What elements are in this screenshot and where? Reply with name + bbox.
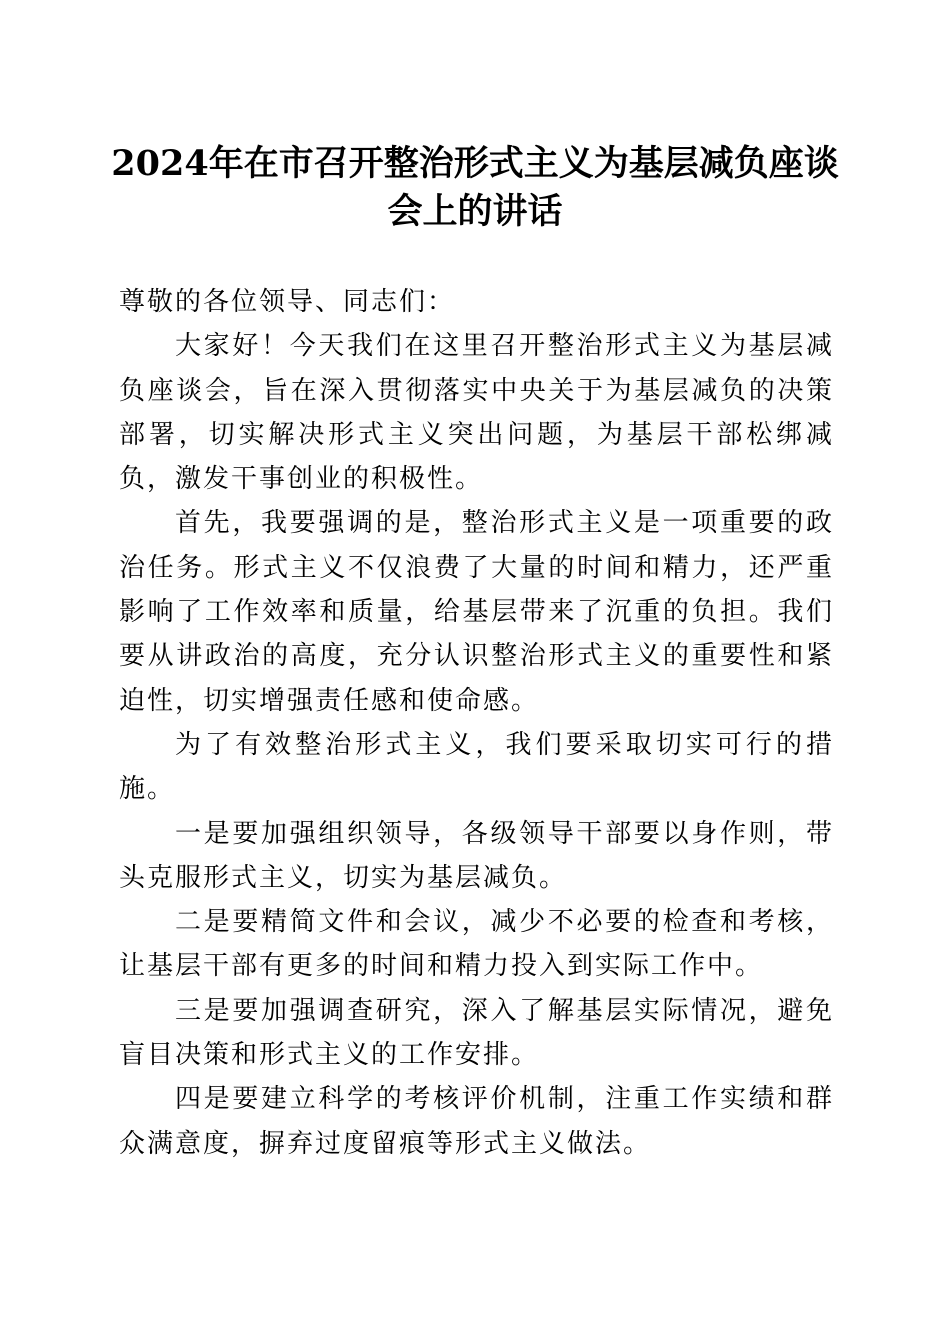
paragraph-measure-1: 一是要加强组织领导，各级领导干部要以身作则，带头克服形式主义，切实为基层减负。 bbox=[119, 818, 834, 893]
document-title: 2024年在市召开整治形式主义为基层减负座谈会上的讲话 bbox=[111, 143, 839, 232]
salutation: 尊敬的各位领导、同志们： bbox=[119, 287, 456, 317]
paragraph-measure-4: 四是要建立科学的考核评价机制，注重工作实绩和群众满意度，摒弃过度留痕等形式主义做法。 bbox=[119, 1084, 834, 1159]
paragraph-importance: 首先，我要强调的是，整治形式主义是一项重要的政治任务。形式主义不仅浪费了大量的时间和精力，还严重影响了工作效率和质量，给基层带来了沉重的负担。我们要从讲政治的高度，充分认识整治形式主义的重要性和紧迫性，切实增强责任感和使命感。 bbox=[119, 508, 834, 716]
document-body bbox=[119, 280, 834, 1166]
paragraph-measures-intro: 为了有效整治形式主义，我们要采取切实可行的措施。 bbox=[119, 729, 834, 805]
paragraph-measure-3: 三是要加强调查研究，深入了解基层实际情况，避免盲目决策和形式主义的工作安排。 bbox=[119, 995, 834, 1071]
paragraph-measure-2: 二是要精简文件和会议，减少不必要的检查和考核，让基层干部有更多的时间和精力投入到实际工作中。 bbox=[119, 907, 834, 982]
paragraph-greeting: 大家好！今天我们在这里召开整治形式主义为基层减负座谈会，旨在深入贯彻落实中央关于为基层减负的决策部署，切实解决形式主义突出问题，为基层干部松绑减负，激发干事创业的积极性。 bbox=[119, 331, 834, 495]
